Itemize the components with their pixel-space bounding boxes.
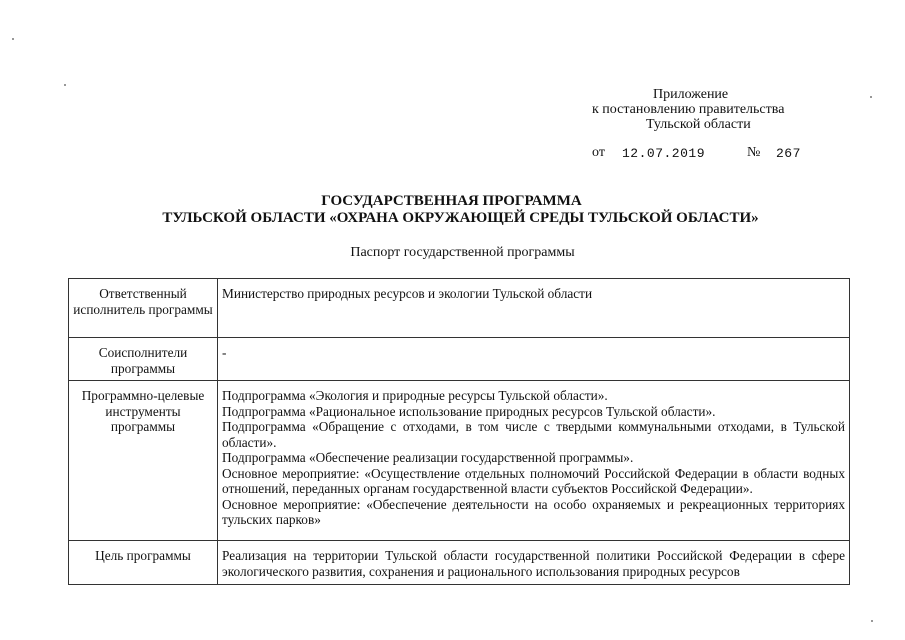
appendix-region: Тульской области (646, 117, 751, 132)
row-content-goal: Реализация на территории Тульской области государственной политики Российской Федерации в сфере экологического развития, сохранения и рационального использования природных ресурсов (218, 541, 850, 585)
scan-speck (64, 84, 66, 86)
decree-number: 267 (776, 146, 801, 161)
row-label-instruments: Программно-целевые инструменты программы (69, 381, 218, 541)
appendix-resolution: к постановлению правительства (592, 102, 785, 117)
instrument-item: Подпрограмма «Обращение с отходами, в том числе с твердыми коммунальными отходами, в Тульской области». (222, 419, 845, 450)
scan-speck (12, 38, 14, 40)
row-content-instruments (218, 381, 850, 541)
document-title (0, 193, 905, 227)
document-subtitle: Паспорт государственной программы (350, 245, 575, 260)
title-line-1: ГОСУДАРСТВЕННАЯ ПРОГРАММА (321, 193, 582, 209)
scan-speck (871, 620, 873, 622)
row-label-responsible: Ответственный исполнитель программы (69, 279, 218, 338)
instrument-item: Основное мероприятие: «Обеспечение деятельности на особо охраняемых и рекреационных территориях тульских парков» (222, 496, 845, 527)
decree-details (592, 145, 801, 161)
table-row (69, 338, 850, 381)
table-row (69, 381, 850, 541)
table-row (69, 541, 850, 585)
row-label-goal: Цель программы (69, 541, 218, 585)
instrument-item: Основное мероприятие: «Осуществление отдельных полномочий Российской Федерации в области водных отношений, переданных органам государственной власти субъектов Российской Федерации». (222, 465, 845, 496)
decree-number-sign: № (747, 145, 761, 160)
row-label-coexecutors: Соисполнители программы (69, 338, 218, 381)
instrument-item: Подпрограмма «Обеспечение реализации государственной программы». (222, 450, 634, 465)
row-content-responsible: Министерство природных ресурсов и экологии Тульской области (218, 279, 850, 338)
decree-from-label: от (592, 145, 605, 160)
appendix-title: Приложение (653, 87, 729, 102)
row-content-coexecutors: - (218, 338, 850, 381)
title-line-2: ТУЛЬСКОЙ ОБЛАСТИ «ОХРАНА ОКРУЖАЮЩЕЙ СРЕДЫ ТУЛЬСКОЙ ОБЛАСТИ» (162, 210, 759, 226)
table-row (69, 279, 850, 338)
program-passport-table (68, 278, 850, 585)
decree-date: 12.07.2019 (622, 146, 706, 161)
instrument-item: Подпрограмма «Экология и природные ресурсы Тульской области». (222, 388, 608, 403)
appendix-block (560, 87, 850, 132)
instrument-item: Подпрограмма «Рациональное использование природных ресурсов Тульской области». (222, 403, 716, 419)
scan-speck (870, 96, 872, 98)
